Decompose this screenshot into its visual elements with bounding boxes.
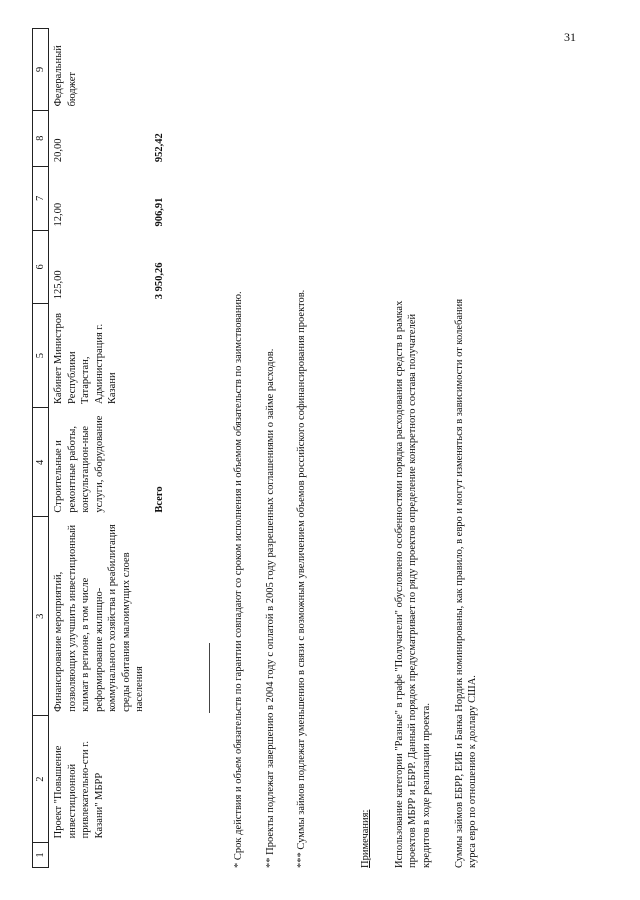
cell-v7: 12,00 [53, 202, 65, 227]
total-label: Всего [153, 486, 165, 513]
total-v7: 906,91 [153, 197, 165, 227]
total-v8: 952,42 [153, 133, 165, 163]
footnotes [232, 28, 327, 868]
footnote-2: ** Проекты подлежат завершению в 2004 году с оплатой в 2005 году разрешенных соглашениями о займе расходов. [264, 348, 276, 868]
note-paragraph-1: Использование категории "Разные" в графе "Получатели" обусловлено особенностями порядка расходования средств в рамках проектов МБРР и ЕБРР. Данный порядок предусматривает по ряду проектов определение конкретного состава получателей кредитов в ходе реализации проекта. [393, 300, 432, 868]
total-row [150, 29, 169, 868]
cell-project: Проект "Повышение инвестиционной привлекательно-сти г. Казани" МБРР [53, 740, 105, 839]
header-col-4: 4 [33, 408, 49, 517]
page-number: 31 [564, 30, 576, 44]
header-col-3: 3 [33, 517, 49, 716]
cell-v6: 125,00 [53, 270, 65, 300]
cell-goods: Строительные и ремонтные работы, консультацион-ные услуги, оборудование [53, 415, 105, 513]
note-title: Примечания: [360, 809, 371, 868]
header-col-8: 8 [33, 110, 49, 166]
footnote-divider [209, 643, 210, 713]
table-row [49, 29, 150, 868]
cell-v8: 20,00 [53, 138, 65, 163]
cell-col1 [49, 842, 150, 867]
header-col-2: 2 [33, 716, 49, 842]
header-col-6: 6 [33, 230, 49, 303]
rotated-page-content [32, 28, 592, 868]
table-header-row [33, 29, 49, 868]
header-col-5: 5 [33, 303, 49, 408]
footnote-3: *** Суммы займов подлежат уменьшению в связи с возможным увеличением объемов российского софинансирования проектов. [296, 289, 308, 868]
cell-source: Федеральный бюджет [53, 45, 78, 107]
cell-purpose: Финансирование мероприятий, позволяющих улучшить инвестиционный климат в регионе, в том числе реформирование жилищно-коммунального хозяйства и реабилитация среды обитания малоимущих слоев населения [53, 524, 146, 712]
footnote-1: * Срок действия и объем обязательств по гарантии совпадают со сроком исполнения и объемом обязательств по заимствованию. [233, 291, 244, 868]
cell-recipient: Кабинет Министров Республики Татарстан, Администрация г. Казани [53, 312, 119, 404]
loans-table [32, 28, 169, 868]
note-paragraph-2: Суммы займов ЕБРР, ЕИБ и Банка Нордик номинированы, как правило, в евро и могут изменяться в зависимости от колебания курса евро по отношению к доллару США. [453, 298, 479, 868]
header-col-9: 9 [33, 29, 49, 111]
header-col-7: 7 [33, 166, 49, 230]
total-v6: 3 950,26 [153, 262, 165, 300]
header-col-1: 1 [33, 842, 49, 867]
